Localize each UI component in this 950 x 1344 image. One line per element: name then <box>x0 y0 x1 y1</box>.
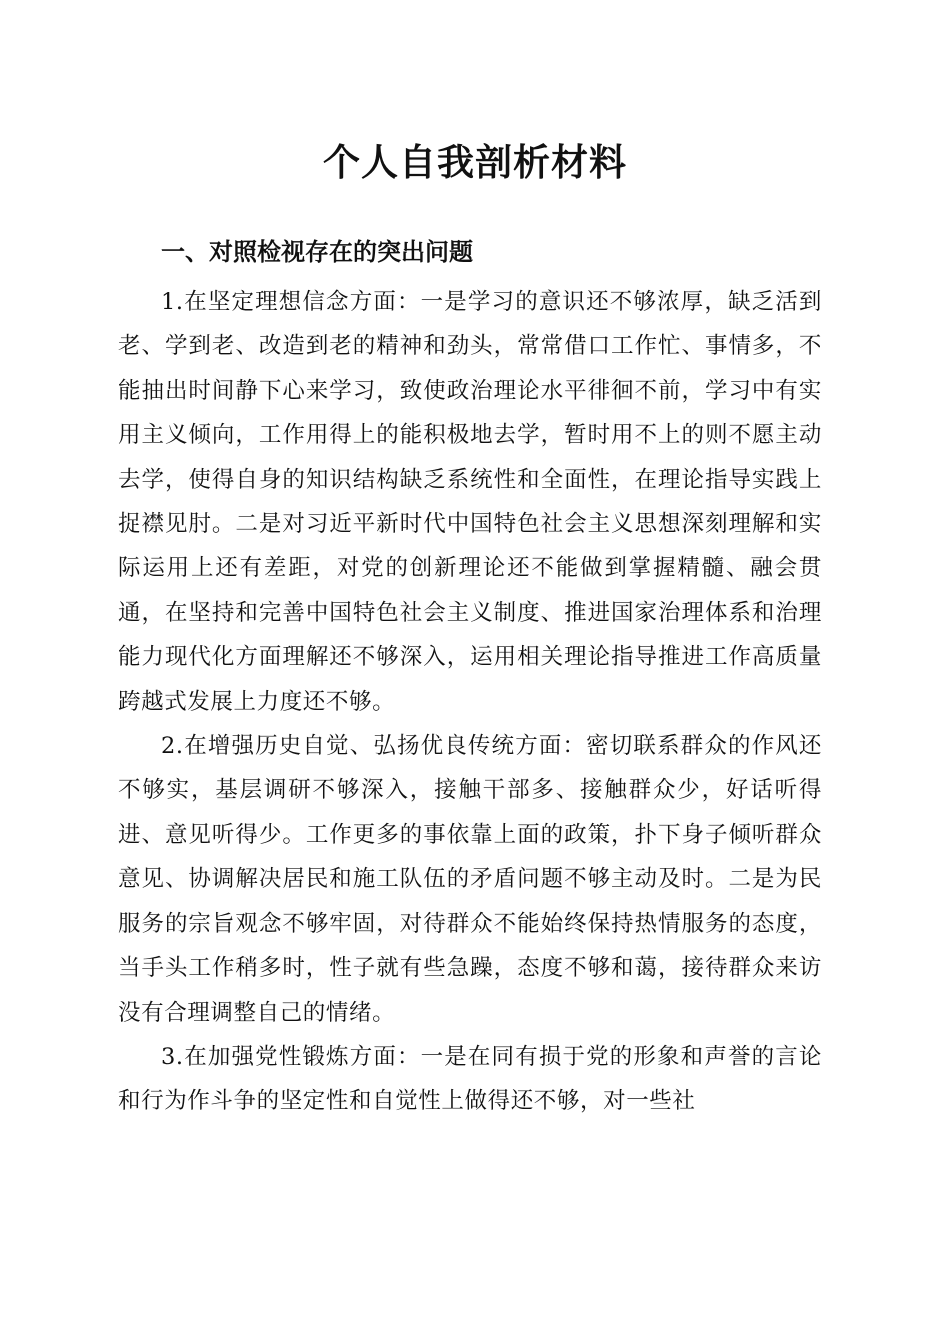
section-heading: 一、对照检视存在的突出问题 <box>161 238 473 266</box>
paragraph-ideals-belief: 1.在坚定理想信念方面：一是学习的意识还不够浓厚，缺乏活到老、学到老、改造到老的精神和劲头，常常借口工作忙、事情多，不能抽出时间静下心来学习，致使政治理论水平徘徊不前，学习中有实用主义倾向，工作用得上的能积极地去学，暂时用不上的则不愿主动去学，使得自身的知识结构缺乏系统性和全面性，在理论指导实践上捉襟见肘。二是对习近平新时代中国特色社会主义思想深刻理解和实际运用上还有差距，对党的创新理论还不能做到掌握精髓、融会贯通，在坚持和完善中国特色社会主义制度、推进国家治理体系和治理能力现代化方面理解还不够深入，运用相关理论指导推进工作高质量跨越式发展上力度还不够。 <box>118 289 822 715</box>
paragraph-party-spirit: 3.在加强党性锻炼方面：一是在同有损于党的形象和声誉的言论和行为作斗争的坚定性和自觉性上做得还不够，对一些社 <box>118 1043 822 1115</box>
paragraph-historical-awareness: 2.在增强历史自觉、弘扬优良传统方面：密切联系群众的作风还不够实，基层调研不够深入，接触干部多、接触群众少，好话听得进、意见听得少。工作更多的事依靠上面的政策，扑下身子倾听群众意见、协调解决居民和施工队伍的矛盾问题不够主动及时。二是为民服务的宗旨观念不够牢固，对待群众不能始终保持热情服务的态度，当手头工作稍多时，性子就有些急躁，态度不够和蔼，接待群众来访没有合理调整自己的情绪。 <box>118 733 822 1026</box>
document-title: 个人自我剖析材料 <box>323 140 627 184</box>
body-text <box>118 280 822 1124</box>
